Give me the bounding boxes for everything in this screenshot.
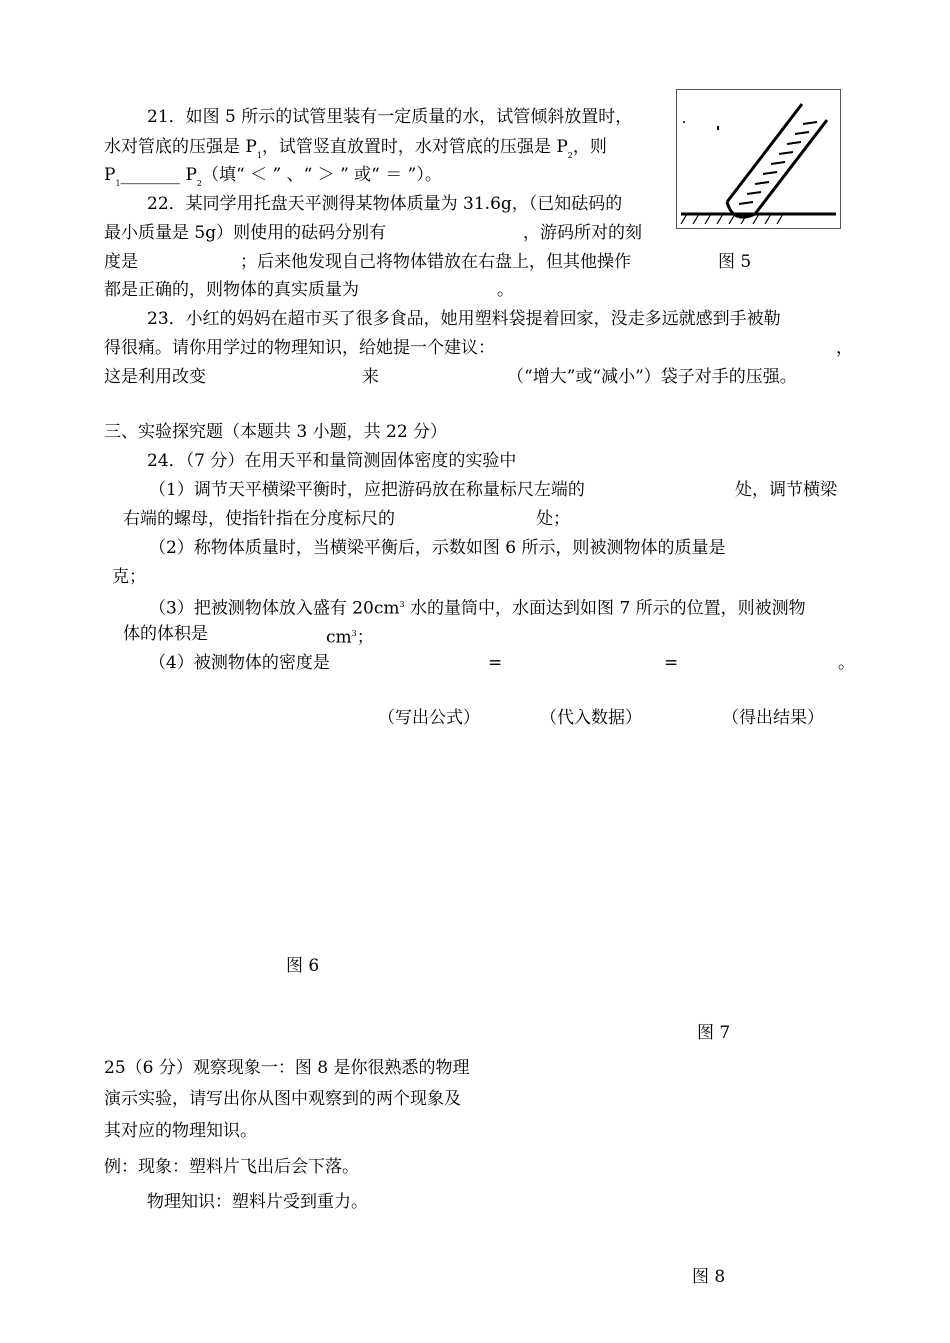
- q21-line2-a: 水对管底的压强是 P: [104, 137, 257, 157]
- q24-s3-unit: [326, 623, 374, 649]
- q24-title: 24．（7 分）在用天平和量筒测固体密度的实验中: [147, 451, 517, 471]
- q21-p1: P: [104, 165, 116, 185]
- q24-hint-substitute: （代入数据）: [540, 708, 642, 728]
- q25-line2: 演示实验，请写出你从图中观察到的两个现象及: [104, 1089, 461, 1109]
- q23-line2b: ，: [836, 338, 853, 358]
- q24-s3d-sup: 3: [351, 629, 357, 638]
- q24-s3b: 水的量筒中，水面达到如图 7 所示的位置，则被测物: [404, 598, 806, 619]
- q24-s1c: 右端的螺母，使指针指在分度标尺的: [123, 509, 395, 529]
- q24-s3d: cm: [326, 627, 352, 648]
- figure-7-caption: 图 7: [697, 1023, 731, 1043]
- q25-line1: 25（6 分）观察现象一：图 8 是你很熟悉的物理: [104, 1058, 470, 1078]
- q22-line2a: 最小质量是 5g）则使用的砝码分别有: [104, 223, 387, 243]
- q24-s2a: （2）称物体质量时，当横梁平衡后，示数如图 6 所示，则被测物体的质量是: [149, 538, 726, 558]
- q22-line3a: 度是: [104, 252, 138, 272]
- q25-knowledge: 物理知识：塑料片受到重力。: [147, 1192, 368, 1212]
- q24-hint-result: （得出结果）: [722, 708, 824, 728]
- q21-line1: 21．如图 5 所示的试管里装有一定质量的水，试管倾斜放置时，: [147, 107, 633, 127]
- q21-p1-sub: 1: [115, 179, 121, 188]
- q22-line1: 22．某同学用托盘天平测得某物体质量为 31.6g，（已知砝码的: [147, 194, 623, 214]
- q21-p2: P: [180, 165, 197, 185]
- q21-line2-b: ，试管竖直放置时，水对管底的压强是 P: [261, 137, 568, 157]
- q24-s3a: （3）把被测物体放入盛有 20cm: [149, 598, 400, 619]
- q23-line3c: （“增大”或“减小”）袋子对手的压强。: [507, 367, 797, 387]
- q22-line2b: ，游码所对的刻: [523, 223, 642, 243]
- q21-line2-c: ，则: [572, 137, 607, 157]
- figure-5-caption: 图 5: [718, 252, 752, 272]
- q25-line3: 其对应的物理知识。: [104, 1121, 257, 1141]
- q24-s2b: 克；: [112, 567, 146, 587]
- q24-end: 。: [838, 653, 855, 673]
- section-3-heading: 三、实验探究题（本题共 3 小题，共 22 分）: [104, 422, 448, 442]
- q24-s1b: 处，调节横梁: [735, 480, 837, 500]
- test-tube-drawing: [677, 90, 840, 228]
- q24-eq2: =: [664, 653, 679, 673]
- q24-s3-sup: 3: [399, 600, 405, 609]
- figure-6-caption: 图 6: [286, 956, 320, 976]
- q25-example: 例：现象：塑料片飞出后会下落。: [104, 1157, 359, 1177]
- q22-line3b: ；后来他发现自己将物体错放在右盘上，但其他操作: [240, 252, 631, 272]
- figure-8-caption: 图 8: [692, 1267, 726, 1287]
- q24-s3c: 体的体积是: [123, 624, 208, 644]
- q24-s1d: 处；: [536, 509, 570, 529]
- q24-hint-formula: （写出公式）: [378, 708, 480, 728]
- q22-line4b: 。: [497, 280, 514, 300]
- q21-line3: [104, 164, 442, 195]
- q23-line3b: 来: [362, 367, 379, 387]
- q24-s3e: ；: [356, 627, 374, 648]
- figure-5-test-tube: [676, 89, 841, 229]
- q24-s4a: （4）被测物体的密度是: [149, 653, 330, 673]
- q24-s3-line1: [149, 594, 806, 620]
- q21-sub-1: 1: [256, 151, 262, 160]
- q22-line4a: 都是正确的，则物体的真实质量为: [104, 280, 359, 300]
- q21-line2: [104, 136, 607, 167]
- q23-line2a: 得很痛。请你用学过的物理知识，给她提一个建议：: [104, 338, 495, 358]
- q23-line1: 23．小红的妈妈在超市买了很多食品，她用塑料袋提着回家，没走多远就感到手被勒: [147, 309, 781, 329]
- q23-line3a: 这是利用改变: [104, 367, 206, 387]
- q21-sub-2: 2: [567, 151, 573, 160]
- q21-p2-sub: 2: [196, 179, 202, 188]
- q21-blank: _______: [120, 165, 181, 185]
- q24-eq1: =: [488, 653, 503, 673]
- q21-line3-rest: （填“ ＜ ” 、“ ＞ ” 或“ ＝ ”）。: [201, 165, 442, 185]
- q24-s1a: （1）调节天平横梁平衡时，应把游码放在称量标尺左端的: [149, 480, 585, 500]
